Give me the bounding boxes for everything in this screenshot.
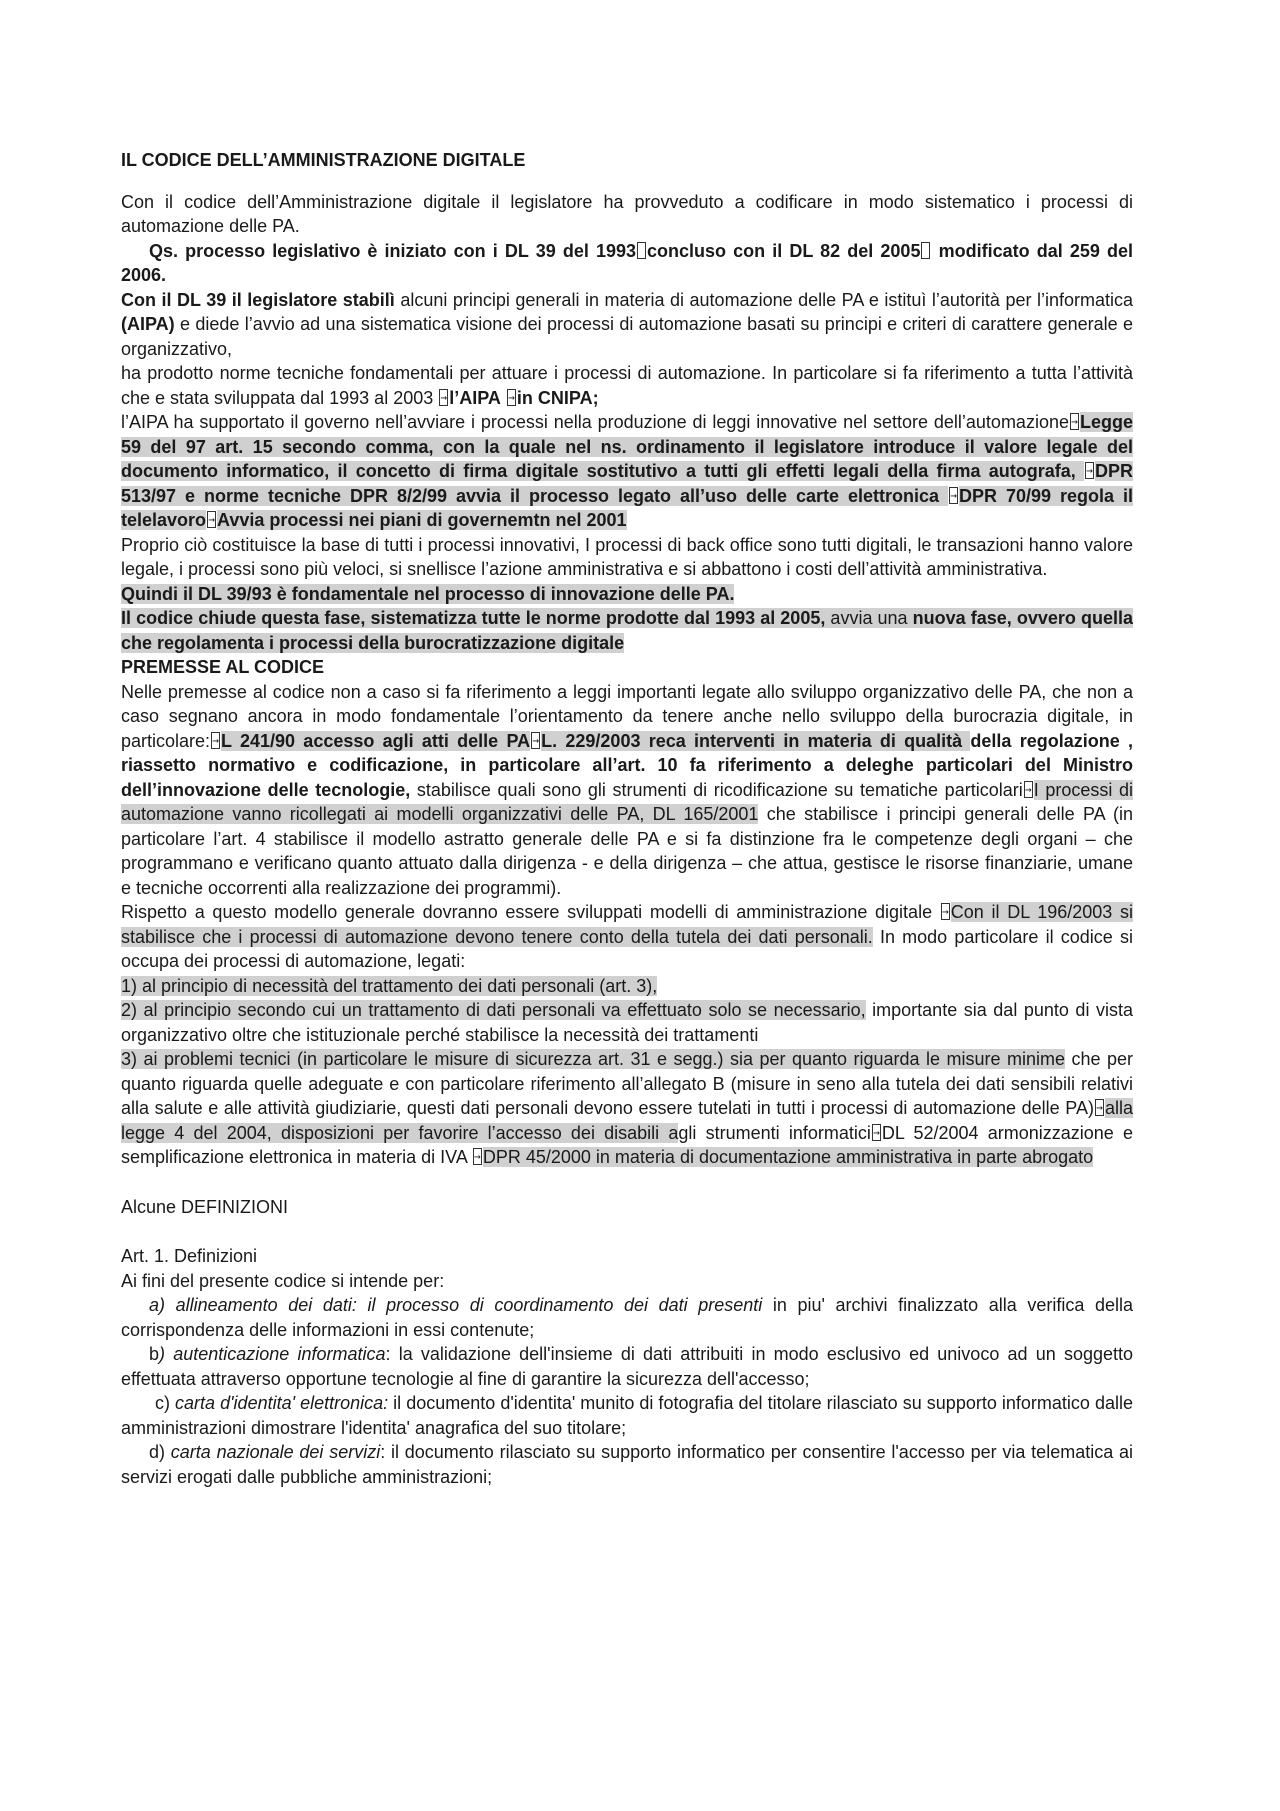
arrow-right-icon: → xyxy=(440,390,448,404)
paragraph: Proprio ciò costituisce la base di tutti i processi innovativi, I processi di back office sono tutti digitali, le transazioni hanno valore legale, i processi sono più veloci, si snellisce l’azione amministrativa e si abbattono i costi dell’attività amministrativa. xyxy=(121,534,1133,579)
paragraph: l’AIPA ha supportato il governo nell’avviare i processi nella produzione di leggi innovative nel settore dell’automazione → Legge 59 del 97 art. 15 secondo comma, con la quale nel ns. ordinamento il legislatore introduce il valore legale del documento informatico, il concetto di firma digitale sostitutivo a tutti gli effetti legali della firma autografa, → DPR 513/97 e norme tecniche DPR 8/2/99 avvia il processo legato all’uso delle carte elettronica → DPR 70/99 regola il telelavoro → Avvia processi nei piani di governemtn nel 2001 xyxy=(121,412,1133,530)
arrow-right-icon: → xyxy=(950,488,957,502)
list-item: 1) al principio di necessità del trattamento dei dati personali (art. 3), xyxy=(121,975,658,996)
paragraph: Qs. processo legislativo è iniziato con i DL 39 del 1993 concluso con il DL 82 del 2005 modificato dal 259 del 2006. xyxy=(121,240,1133,285)
article-title: Art. 1. Definizioni xyxy=(121,1246,258,1266)
document-page xyxy=(121,148,1133,1489)
arrow-right-icon: → xyxy=(1071,415,1078,428)
arrow-right-icon: → xyxy=(208,513,215,526)
list-item: 3) ai problemi tecnici (in particolare le misure di sicurezza art. 31 e segg.) sia per quanto riguarda le misure minime che per quanto riguarda quelle adeguate e con particolare riferimento all’allegato B (misure in seno alla tutela dei dati sensibili relativi alla salute e alle attività giudiziarie, questi dati personali devono essere tutelati in tutti i processi di automazione delle PA) → alla legge 4 del 2004, disposizioni per favorire l’accesso dei disabili agli strumenti informatici → DL 52/2004 armonizzazione e semplificazione elettronica in materia di IVA → DPR 45/2000 in materia di documentazione amministrativa in parte abrogato xyxy=(121,1049,1134,1167)
arrow-right-icon: → xyxy=(532,733,539,747)
paragraph: Nelle premesse al codice non a caso si fa riferimento a leggi importanti legate allo sviluppo organizzativo delle PA, che non a caso segnano ancora in modo fondamentale l’orientamento da tenere anche nello sviluppo della burocrazia digitale, in particolare: → L 241/90 accesso agli atti delle PA → L. 229/2003 reca interventi in materia di qualità della regolazione , riassetto normativo e codificazione, in particolare all’art. 10 fa riferimento a deleghe particolari del Ministro dell’innovazione delle tecnologie, stabilisce quali sono gli strumenti di ricodificazione su tematiche particolari → I processi di automazione vanno ricollegati ai modelli organizzativi delle PA, DL 165/2001 che stabilisce i principi generali delle PA (in particolare l’art. 4 stabilisce il modello astratto generale delle PA e si fa distinzione fra le competenze degli organi – che programmano e verificano quanto attuato dalla dirigenza - e della dirigenza – che attua, gestisce le risorse finanziarie, umane e tecniche occorrenti alla realizzazione dei programmi). xyxy=(121,681,1133,898)
definition-item: a) allineamento dei dati: il processo di coordinamento dei dati presenti in piu' archivi finalizzato alla verifica della corrispondenza delle informazioni in essi contenute; xyxy=(121,1295,1134,1340)
paragraph: Rispetto a questo modello generale dovranno essere sviluppati modelli di amministrazione digitale → Con il DL 196/2003 si stabilisce che i processi di automazione devono tenere conto della tutela dei dati personali. In modo particolare il codice si occupa dei processi di automazione, legati: xyxy=(121,902,1133,971)
definition-item: b) autenticazione informatica: la validazione dell'insieme di dati attribuiti in modo esclusivo ed univoco ad un soggetto effettuata attraverso opportune tecnologie al fine di garantire la sicurezza dell'accesso; xyxy=(121,1344,1133,1389)
arrow-right-icon: → xyxy=(1096,1101,1103,1114)
arrow-right-icon: → xyxy=(941,905,949,918)
arrow-right-icon: → xyxy=(212,733,219,747)
arrow-right-icon: → xyxy=(873,1125,880,1139)
arrow-right-icon: → xyxy=(1024,782,1032,796)
paragraph: Ai fini del presente codice si intende per: xyxy=(121,1270,445,1291)
arrow-right-icon xyxy=(921,242,930,259)
list-item: 2) al principio secondo cui un trattamento di dati personali va effettuato solo se necessario, importante sia dal punto di vista organizzativo oltre che istituzionale perché stabilisce la necessità dei trattamenti xyxy=(121,1000,1133,1045)
arrow-right-icon: → xyxy=(508,390,515,404)
paragraph: Il codice chiude questa fase, sistematizza tutte le norme prodotte dal 1993 al 2005, avvia una nuova fase, ovvero quella che regolamenta i processi della burocratizzazione digitale xyxy=(121,608,1133,653)
paragraph: Con il DL 39 il legislatore stabilì alcuni principi generali in materia di automazione delle PA e istituì l’autorità per l’informatica (AIPA) e diede l’avvio ad una sistematica visione dei processi di automazione basati su principi e criteri di carattere generale e organizzativo, xyxy=(121,289,1133,359)
paragraph: Con il codice dell’Amministrazione digitale il legislatore ha provveduto a codificare in modo sistematico i processi di automazione delle PA. xyxy=(121,191,1133,236)
section-heading: PREMESSE AL CODICE xyxy=(121,657,325,677)
arrow-right-icon: → xyxy=(474,1150,481,1163)
document-title: IL CODICE DELL’AMMINISTRAZIONE DIGITALE xyxy=(121,150,526,170)
paragraph: ha prodotto norme tecniche fondamentali per attuare i processi di automazione. In particolare si fa riferimento a tutta l’attività che e stata sviluppata dal 1993 al 2003 → l’AIPA → in CNIPA; xyxy=(121,363,1133,408)
arrow-right-icon: → xyxy=(1086,464,1093,477)
section-heading: Alcune DEFINIZIONI xyxy=(121,1196,289,1217)
arrow-right-icon xyxy=(637,242,646,259)
definition-item: c) carta d'identita' elettronica: il documento d'identita' munito di fotografia del titolare rilasciato su supporto informatico dalle amministrazioni dimostrare l'identita' anagrafica del suo titolare; xyxy=(121,1393,1133,1438)
definition-item: d) carta nazionale dei servizi: il documento rilasciato su supporto informatico per consentire l'accesso per via telematica ai servizi erogati dalle pubbliche amministrazioni; xyxy=(121,1442,1133,1487)
paragraph: Quindi il DL 39/93 è fondamentale nel processo di innovazione delle PA. xyxy=(121,583,735,604)
